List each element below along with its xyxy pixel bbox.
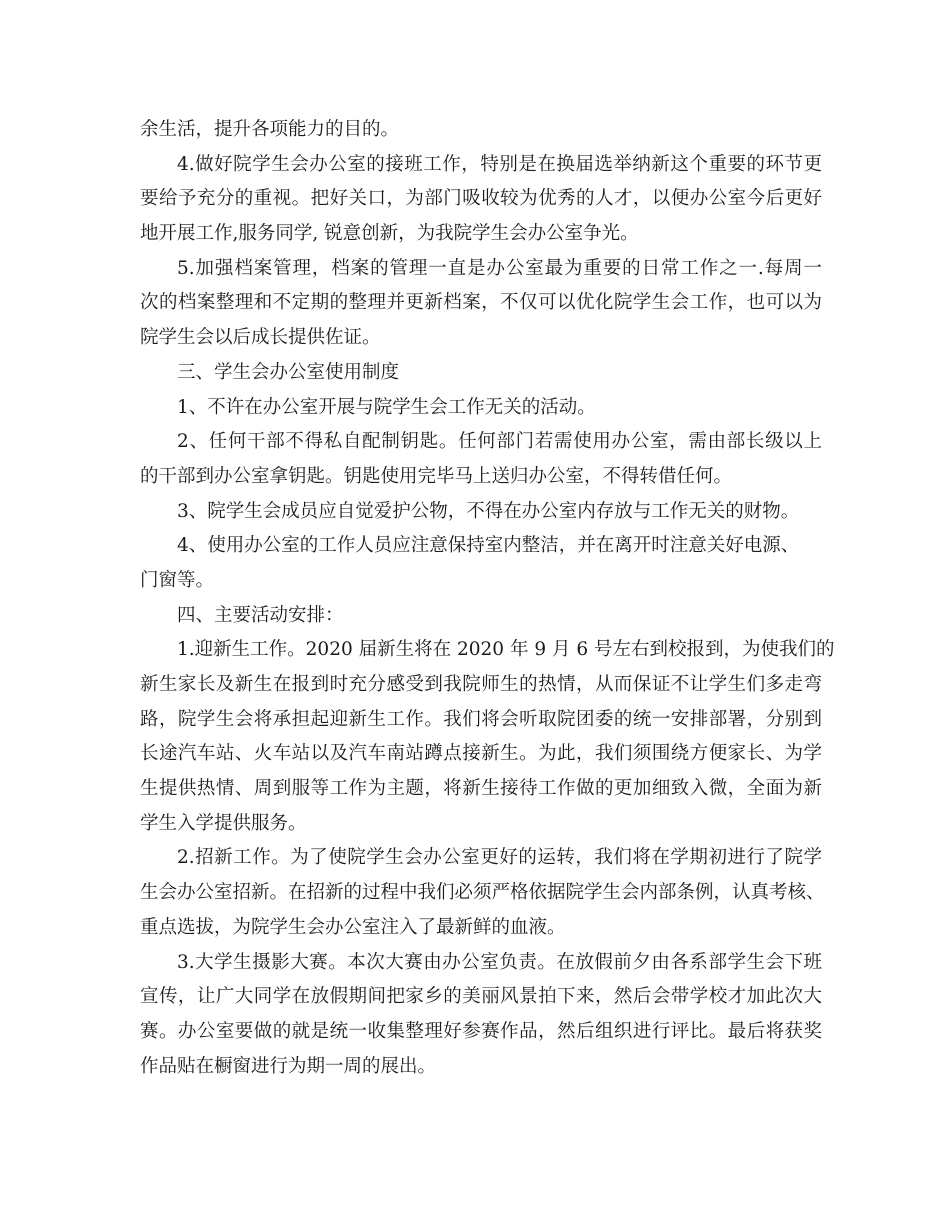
- text-line: 宣传，让广大同学在放假期间把家乡的美丽风景拍下来，然后会带学校才加此次大: [140, 986, 822, 1008]
- text-line: 三、学生会办公室使用制度: [177, 361, 400, 383]
- text-line: 门窗等。: [140, 569, 215, 591]
- text-line: 1、不许在办公室开展与院学生会工作无关的活动。: [177, 396, 596, 418]
- text-line: 生会办公室招新。在招新的过程中我们必须严格依据院学生会内部条例，认真考核、: [140, 882, 825, 904]
- text-line: 2、任何干部不得私自配制钥匙。任何部门若需使用办公室，需由部长级以上: [177, 431, 822, 453]
- text-line: 重点选拔，为院学生会办公室注入了最新鲜的血液。: [140, 916, 566, 938]
- text-line: 3、院学生会成员应自觉爱护公物，不得在办公室内存放与工作无关的财物。: [177, 500, 800, 522]
- text-line: 地开展工作,服务同学, 锐意创新，为我院学生会办公室争光。: [140, 223, 639, 245]
- text-line: 1.迎新生工作。2020 届新生将在 2020 年 9 月 6 号左右到校报到，为使我们的: [177, 639, 835, 661]
- document-body: [140, 113, 835, 1084]
- text-line: 4、使用办公室的工作人员应注意保持室内整洁，并在离开时注意关好电源、: [177, 535, 800, 557]
- text-line: 的干部到办公室拿钥匙。钥匙使用完毕马上送归办公室，不得转借任何。: [140, 465, 733, 487]
- text-line: 作品贴在橱窗进行为期一周的展出。: [140, 1055, 437, 1077]
- text-line: 次的档案整理和不定期的整理并更新档案，不仅可以优化院学生会工作，也可以为: [140, 292, 822, 314]
- text-line: 生提供热情、周到服等工作为主题，将新生接待工作做的更加细致入微，全面为新: [140, 778, 822, 800]
- text-line: 2.招新工作。为了使院学生会办公室更好的运转，我们将在学期初进行了院学: [177, 847, 822, 869]
- text-line: 四、主要活动安排：: [177, 604, 344, 626]
- text-line: 余生活，提升各项能力的目的。: [140, 119, 400, 140]
- text-line: 要给予充分的重视。把好关口，为部门吸收较为优秀的人才，以便办公室今后更好: [140, 188, 822, 210]
- text-line: 院学生会以后成长提供佐证。: [140, 327, 381, 349]
- text-line: 长途汽车站、火车站以及汽车南站蹲点接新生。为此，我们须围绕方便家长、为学: [140, 743, 822, 765]
- text-line: 赛。办公室要做的就是统一收集整理好参赛作品，然后组织进行评比。最后将获奖: [140, 1020, 822, 1042]
- text-line: 5.加强档案管理，档案的管理一直是办公室最为重要的日常工作之一.每周一: [177, 257, 822, 279]
- text-line: 3.大学生摄影大赛。本次大赛由办公室负责。在放假前夕由各系部学生会下班: [177, 951, 822, 973]
- text-line: 路，院学生会将承担起迎新生工作。我们将会听取院团委的统一安排部署，分别到: [140, 708, 822, 730]
- text-line: 4.做好院学生会办公室的接班工作，特别是在换届选举纳新这个重要的环节更: [177, 153, 822, 175]
- text-line: 新生家长及新生在报到时充分感受到我院师生的热情，从而保证不让学生们多走弯: [140, 674, 822, 695]
- text-line: 学生入学提供服务。: [140, 812, 307, 834]
